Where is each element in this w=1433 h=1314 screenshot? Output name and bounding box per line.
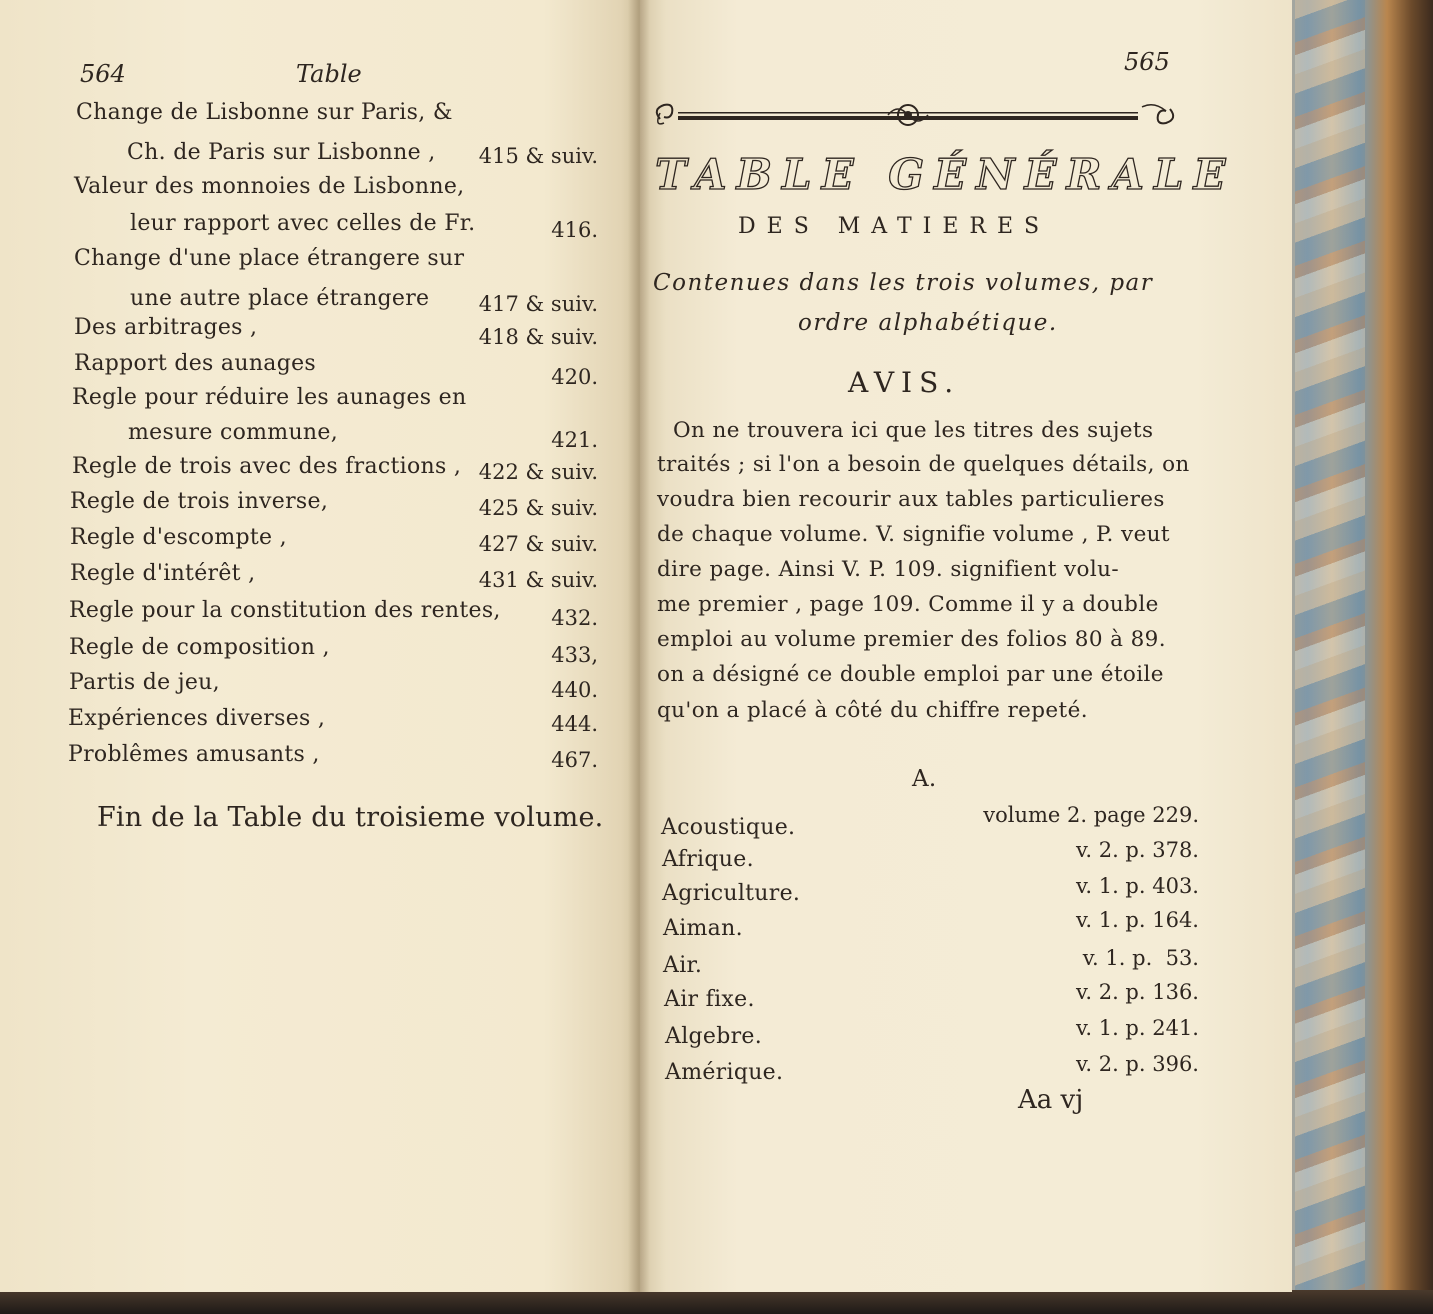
entry-page-ref: 420.: [551, 365, 598, 389]
index-ref: v. 2. p. 378.: [1076, 838, 1199, 862]
left-page-number: 564: [80, 60, 126, 88]
ornament-rule-icon: [650, 95, 1180, 135]
left-page: [0, 0, 640, 1292]
index-term: Amérique.: [665, 1060, 784, 1085]
entry-page-ref: 431 & suiv.: [478, 568, 598, 592]
index-term: Aiman.: [663, 916, 743, 941]
closing-line: Fin de la Table du troisieme volume.: [97, 802, 604, 833]
entry-line: Regle d'escompte ,: [70, 525, 287, 550]
entry-line: Change d'une place étrangere sur: [74, 246, 465, 271]
entry-line: Regle de trois inverse,: [70, 489, 329, 514]
index-term: Air.: [663, 953, 703, 978]
avis-line: qu'on a placé à côté du chiffre repeté.: [657, 698, 1088, 723]
avis-line: voudra bien recourir aux tables particulieres: [657, 487, 1165, 512]
signature-mark: Aa vj: [1018, 1085, 1084, 1115]
entry-page-ref: 416.: [551, 218, 598, 242]
entry-line: Regle de trois avec des fractions ,: [72, 454, 462, 479]
entry-line: Problêmes amusants ,: [68, 742, 320, 767]
entry-line: Valeur des monnoies de Lisbonne,: [74, 174, 465, 199]
right-page-number: 565: [1124, 48, 1170, 76]
entry-line: Rapport des aunages: [74, 351, 316, 376]
subtitle-line-1: Contenues dans les trois volumes, par: [653, 270, 1154, 296]
avis-line: de chaque volume. V. signifie volume , P. veut: [657, 522, 1170, 547]
index-term: Afrique.: [662, 847, 754, 872]
avis-line: me premier , page 109. Comme il y a double: [657, 592, 1159, 617]
index-ref: volume 2. page 229.: [983, 803, 1199, 827]
entry-page-ref: 433,: [551, 643, 598, 667]
subtitle-line-2: ordre alphabétique.: [798, 310, 1058, 336]
avis-line: on a désigné ce double emploi par une étoile: [657, 662, 1164, 687]
entry-line: Change de Lisbonne sur Paris, &: [76, 100, 453, 125]
index-ref: v. 1. p. 241.: [1076, 1016, 1199, 1040]
index-ref: v. 1. p. 53.: [1082, 946, 1199, 970]
avis-heading: AVIS.: [848, 366, 961, 399]
index-term: Algebre.: [665, 1024, 763, 1049]
entry-page-ref: 417 & suiv.: [478, 292, 598, 316]
entry-line: leur rapport avec celles de Fr.: [130, 211, 476, 236]
avis-line: On ne trouvera ici que les titres des sujets: [673, 418, 1154, 443]
avis-line: traités ; si l'on a besoin de quelques détails, on: [657, 452, 1190, 477]
entry-line: Partis de jeu,: [69, 670, 220, 695]
entry-line: mesure commune,: [128, 420, 339, 445]
index-ref: v. 1. p. 164.: [1076, 908, 1199, 932]
entry-page-ref: 425 & suiv.: [478, 496, 598, 520]
avis-line: emploi au volume premier des folios 80 à 89.: [657, 627, 1166, 652]
entry-page-ref: 440.: [551, 678, 598, 702]
marbled-endpaper: [1295, 0, 1365, 1314]
entry-page-ref: 467.: [551, 748, 598, 772]
entry-page-ref: 422 & suiv.: [478, 460, 598, 484]
subtitle: DES MATIERES: [738, 214, 1051, 239]
entry-line: Des arbitrages ,: [74, 315, 258, 340]
main-title: TABLE GÉNÉRALE: [655, 150, 1236, 199]
entry-page-ref: 444.: [551, 712, 598, 736]
entry-page-ref: 421.: [551, 428, 598, 452]
letter-heading: A.: [912, 766, 937, 792]
entry-page-ref: 415 & suiv.: [478, 144, 598, 168]
book-cover-bottom: [0, 1290, 1433, 1314]
index-ref: v. 1. p. 403.: [1076, 874, 1199, 898]
entry-line: une autre place étrangere: [130, 286, 430, 311]
entry-line: Regle pour la constitution des rentes,: [69, 598, 501, 623]
index-term: Acoustique.: [661, 815, 796, 840]
entry-line: Regle d'intérêt ,: [70, 561, 256, 586]
entry-page-ref: 427 & suiv.: [478, 532, 598, 556]
index-ref: v. 2. p. 136.: [1076, 980, 1199, 1004]
entry-line: Expériences diverses ,: [68, 706, 326, 731]
entry-line: Ch. de Paris sur Lisbonne ,: [127, 140, 436, 165]
entry-page-ref: 432.: [551, 606, 598, 630]
entry-line: Regle pour réduire les aunages en: [72, 385, 467, 410]
index-ref: v. 2. p. 396.: [1076, 1052, 1199, 1076]
entry-page-ref: 418 & suiv.: [478, 325, 598, 349]
left-running-head: Table: [296, 60, 362, 88]
index-term: Air fixe.: [664, 987, 755, 1012]
book-gutter: [628, 0, 650, 1292]
index-term: Agriculture.: [662, 881, 801, 906]
avis-line: dire page. Ainsi V. P. 109. signifient volu-: [657, 557, 1120, 582]
entry-line: Regle de composition ,: [69, 635, 330, 660]
